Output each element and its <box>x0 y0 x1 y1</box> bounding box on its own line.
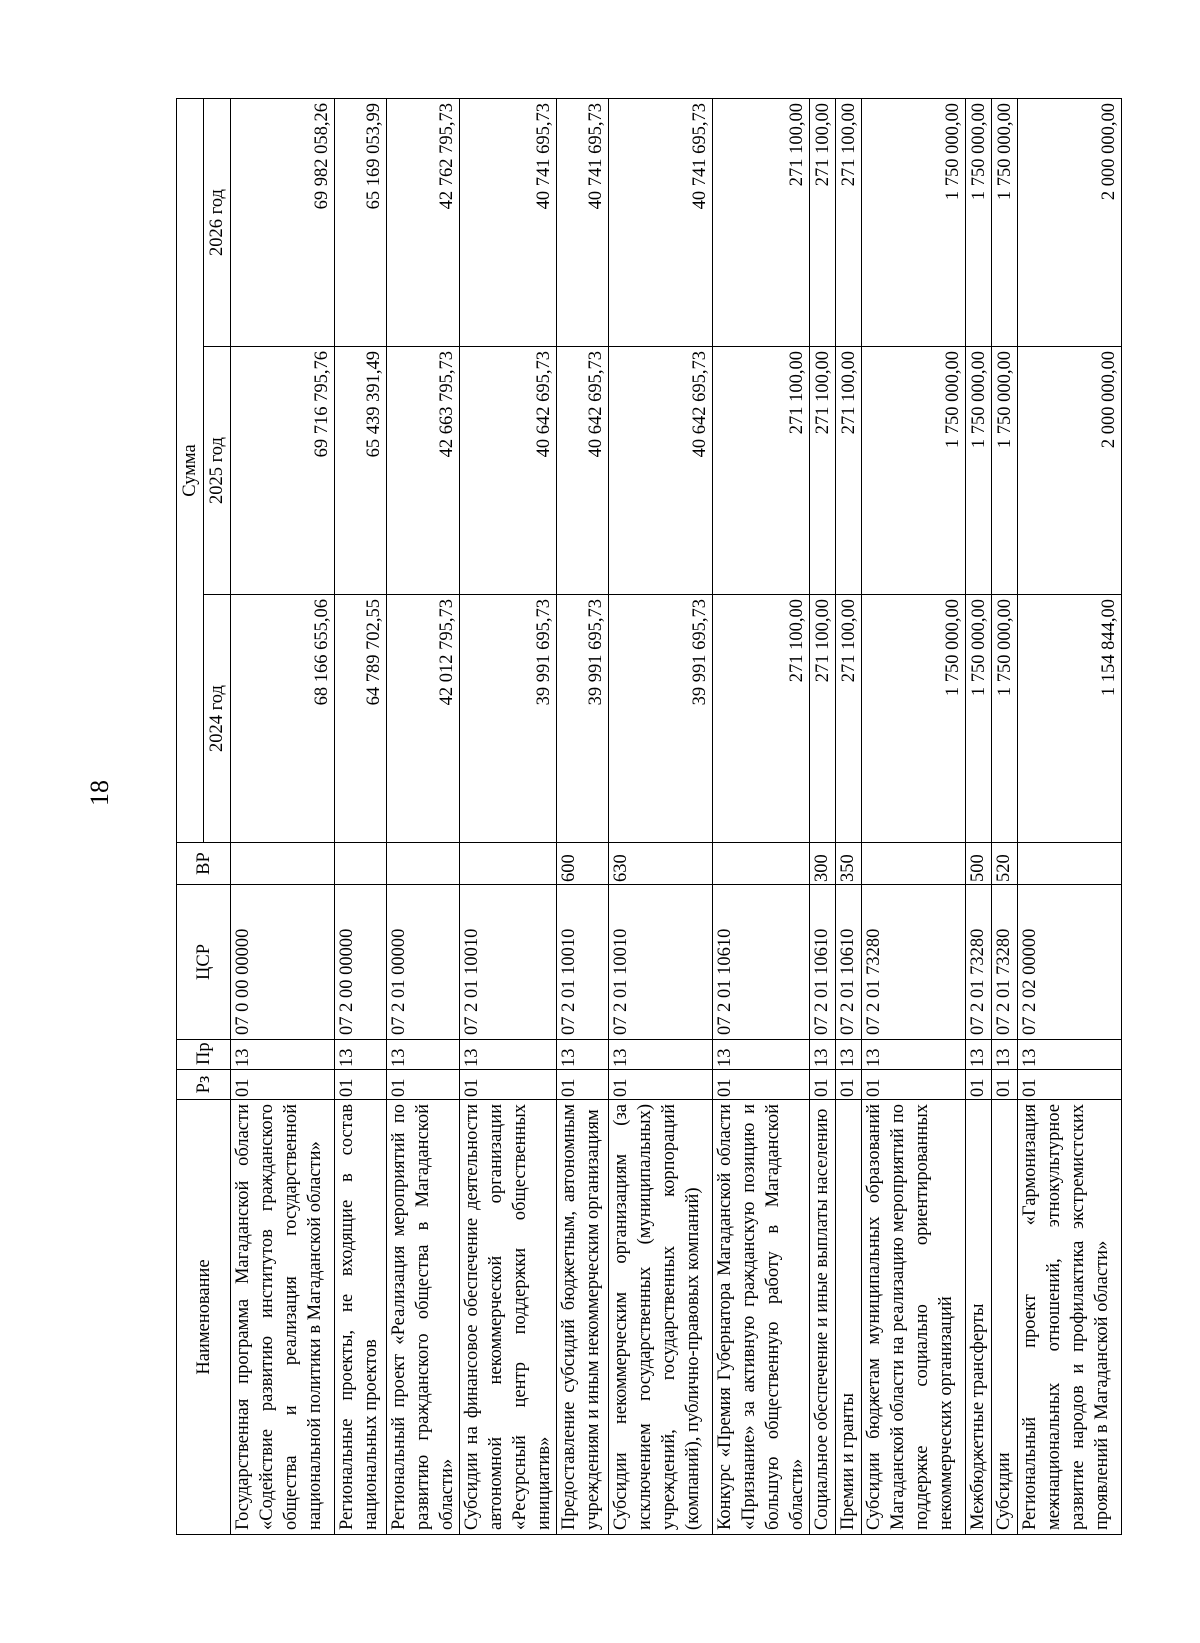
row-vr <box>387 843 460 885</box>
row-name: Региональный проект «Гармонизация межнациональных отношений, этнокультурное развитие народов и профилактика экстремистских проявлений в Магаданской области» <box>1018 1100 1122 1535</box>
row-vr <box>1018 843 1122 885</box>
row-name: Субсидии бюджетам муниципальных образований Магаданской области на реализацию мероприятий по поддержке социально ориентированных некоммерческих организаций <box>862 1100 966 1535</box>
row-2024: 39 991 695,73 <box>557 595 609 843</box>
row-2025: 40 642 695,73 <box>460 347 557 595</box>
row-2025: 1 750 000,00 <box>862 347 966 595</box>
row-name: Региональные проекты, не входящие в состав национальных проектов <box>335 1100 387 1535</box>
header-2024: 2024 год <box>204 595 231 843</box>
row-vr <box>713 843 810 885</box>
row-name: Региональный проект «Реализация мероприятий по развитию гражданского общества в Магаданской области» <box>387 1100 460 1535</box>
row-csr: 07 2 00 00000 <box>335 885 387 1040</box>
row-pr: 13 <box>387 1040 460 1070</box>
row-2026: 271 100,00 <box>836 98 862 346</box>
table-row <box>557 98 609 1534</box>
header-pr: Пр <box>177 1040 231 1070</box>
row-2024: 68 166 655,06 <box>231 595 335 843</box>
header-rz: Рз <box>177 1070 231 1100</box>
row-2025: 271 100,00 <box>836 347 862 595</box>
row-2024: 271 100,00 <box>836 595 862 843</box>
table-row <box>609 98 713 1534</box>
table-row <box>460 98 557 1534</box>
row-2025: 40 642 695,73 <box>609 347 713 595</box>
row-2026: 271 100,00 <box>713 98 810 346</box>
row-rz: 01 <box>862 1070 966 1100</box>
row-2025: 271 100,00 <box>810 347 836 595</box>
row-pr: 13 <box>992 1040 1018 1070</box>
row-2024: 271 100,00 <box>713 595 810 843</box>
row-name: Государственная программа Магаданской области «Содействие развитию институтов гражданского общества и реализация государственной национальной политики в Магаданской области» <box>231 1100 335 1535</box>
rotated-table-container <box>176 99 1119 1535</box>
row-2026: 65 169 053,99 <box>335 98 387 346</box>
row-2026: 42 762 795,73 <box>387 98 460 346</box>
header-2025: 2025 год <box>204 347 231 595</box>
row-pr: 13 <box>335 1040 387 1070</box>
row-pr: 13 <box>713 1040 810 1070</box>
row-pr: 13 <box>1018 1040 1122 1070</box>
row-2024: 1 154 844,00 <box>1018 595 1122 843</box>
row-2026: 40 741 695,73 <box>460 98 557 346</box>
row-2024: 64 789 702,55 <box>335 595 387 843</box>
row-2026: 40 741 695,73 <box>557 98 609 346</box>
row-rz: 01 <box>609 1070 713 1100</box>
table-row <box>335 98 387 1534</box>
table-row <box>810 98 836 1534</box>
row-vr <box>335 843 387 885</box>
row-pr: 13 <box>557 1040 609 1070</box>
table-row <box>836 98 862 1534</box>
table-row <box>713 98 810 1534</box>
row-csr: 07 2 01 00000 <box>387 885 460 1040</box>
row-2026: 1 750 000,00 <box>862 98 966 346</box>
row-rz: 01 <box>713 1070 810 1100</box>
row-2024: 1 750 000,00 <box>992 595 1018 843</box>
row-2025: 271 100,00 <box>713 347 810 595</box>
row-pr: 13 <box>836 1040 862 1070</box>
row-vr: 500 <box>966 843 992 885</box>
row-name: Предоставление субсидий бюджетным, автономным учреждениям и иным некоммерческим организациям <box>557 1100 609 1535</box>
row-rz: 01 <box>966 1070 992 1100</box>
row-rz: 01 <box>557 1070 609 1100</box>
row-name: Субсидии на финансовое обеспечение деятельности автономной некоммерческой организации «Ресурсный центр поддержки общественных инициатив» <box>460 1100 557 1535</box>
row-vr: 600 <box>557 843 609 885</box>
row-2026: 69 982 058,26 <box>231 98 335 346</box>
row-csr: 07 2 01 73280 <box>966 885 992 1040</box>
row-vr <box>862 843 966 885</box>
row-vr <box>231 843 335 885</box>
row-pr: 13 <box>609 1040 713 1070</box>
row-2024: 39 991 695,73 <box>460 595 557 843</box>
row-2025: 1 750 000,00 <box>992 347 1018 595</box>
row-2025: 40 642 695,73 <box>557 347 609 595</box>
row-csr: 07 2 01 10610 <box>713 885 810 1040</box>
row-csr: 07 2 01 10010 <box>609 885 713 1040</box>
table-row <box>387 98 460 1534</box>
row-name: Социальное обеспечение и иные выплаты населению <box>810 1100 836 1535</box>
row-vr: 630 <box>609 843 713 885</box>
row-2025: 2 000 000,00 <box>1018 347 1122 595</box>
row-csr: 07 0 00 00000 <box>231 885 335 1040</box>
page-number: 18 <box>85 780 114 806</box>
row-rz: 01 <box>992 1070 1018 1100</box>
header-name: Наименование <box>177 1100 231 1535</box>
row-2026: 1 750 000,00 <box>992 98 1018 346</box>
row-2026: 40 741 695,73 <box>609 98 713 346</box>
row-rz: 01 <box>387 1070 460 1100</box>
row-2024: 1 750 000,00 <box>966 595 992 843</box>
row-2025: 42 663 795,73 <box>387 347 460 595</box>
row-vr: 520 <box>992 843 1018 885</box>
row-rz: 01 <box>335 1070 387 1100</box>
row-pr: 13 <box>966 1040 992 1070</box>
row-pr: 13 <box>810 1040 836 1070</box>
budget-table <box>176 98 1122 1535</box>
row-name: Межбюджетные трансферты <box>966 1100 992 1535</box>
row-rz: 01 <box>1018 1070 1122 1100</box>
row-csr: 07 2 01 10010 <box>460 885 557 1040</box>
row-name: Субсидии <box>992 1100 1018 1535</box>
row-csr: 07 2 01 73280 <box>992 885 1018 1040</box>
row-csr: 07 2 01 10610 <box>836 885 862 1040</box>
row-csr: 07 2 02 00000 <box>1018 885 1122 1040</box>
row-name: Премии и гранты <box>836 1100 862 1535</box>
row-2026: 1 750 000,00 <box>966 98 992 346</box>
row-vr: 300 <box>810 843 836 885</box>
row-rz: 01 <box>460 1070 557 1100</box>
row-2024: 42 012 795,73 <box>387 595 460 843</box>
table-row <box>231 98 335 1534</box>
row-2025: 1 750 000,00 <box>966 347 992 595</box>
table-row <box>992 98 1018 1534</box>
row-2024: 271 100,00 <box>810 595 836 843</box>
header-csr: ЦСР <box>177 885 231 1040</box>
row-pr: 13 <box>231 1040 335 1070</box>
row-csr: 07 2 01 73280 <box>862 885 966 1040</box>
table-row <box>1018 98 1122 1534</box>
row-name: Субсидии некоммерческим организациям (за исключением государственных (муниципальных) учреждений, государственных корпораций (компаний), публично-правовых компаний) <box>609 1100 713 1535</box>
header-vr: ВР <box>177 843 231 885</box>
row-csr: 07 2 01 10010 <box>557 885 609 1040</box>
table-row <box>966 98 992 1534</box>
row-2026: 2 000 000,00 <box>1018 98 1122 346</box>
row-2026: 271 100,00 <box>810 98 836 346</box>
row-rz: 01 <box>231 1070 335 1100</box>
row-vr <box>460 843 557 885</box>
row-2025: 69 716 795,76 <box>231 347 335 595</box>
row-2025: 65 439 391,49 <box>335 347 387 595</box>
row-vr: 350 <box>836 843 862 885</box>
table-body <box>231 98 1122 1534</box>
header-sum: Сумма <box>177 98 204 842</box>
table-row <box>862 98 966 1534</box>
row-rz: 01 <box>810 1070 836 1100</box>
row-2024: 1 750 000,00 <box>862 595 966 843</box>
row-pr: 13 <box>460 1040 557 1070</box>
row-name: Конкурс «Премия Губернатора Магаданской области «Признание» за активную гражданскую позицию и большую общественную работу в Магаданской области» <box>713 1100 810 1535</box>
row-2024: 39 991 695,73 <box>609 595 713 843</box>
row-csr: 07 2 01 10610 <box>810 885 836 1040</box>
header-2026: 2026 год <box>204 98 231 346</box>
row-rz: 01 <box>836 1070 862 1100</box>
row-pr: 13 <box>862 1040 966 1070</box>
